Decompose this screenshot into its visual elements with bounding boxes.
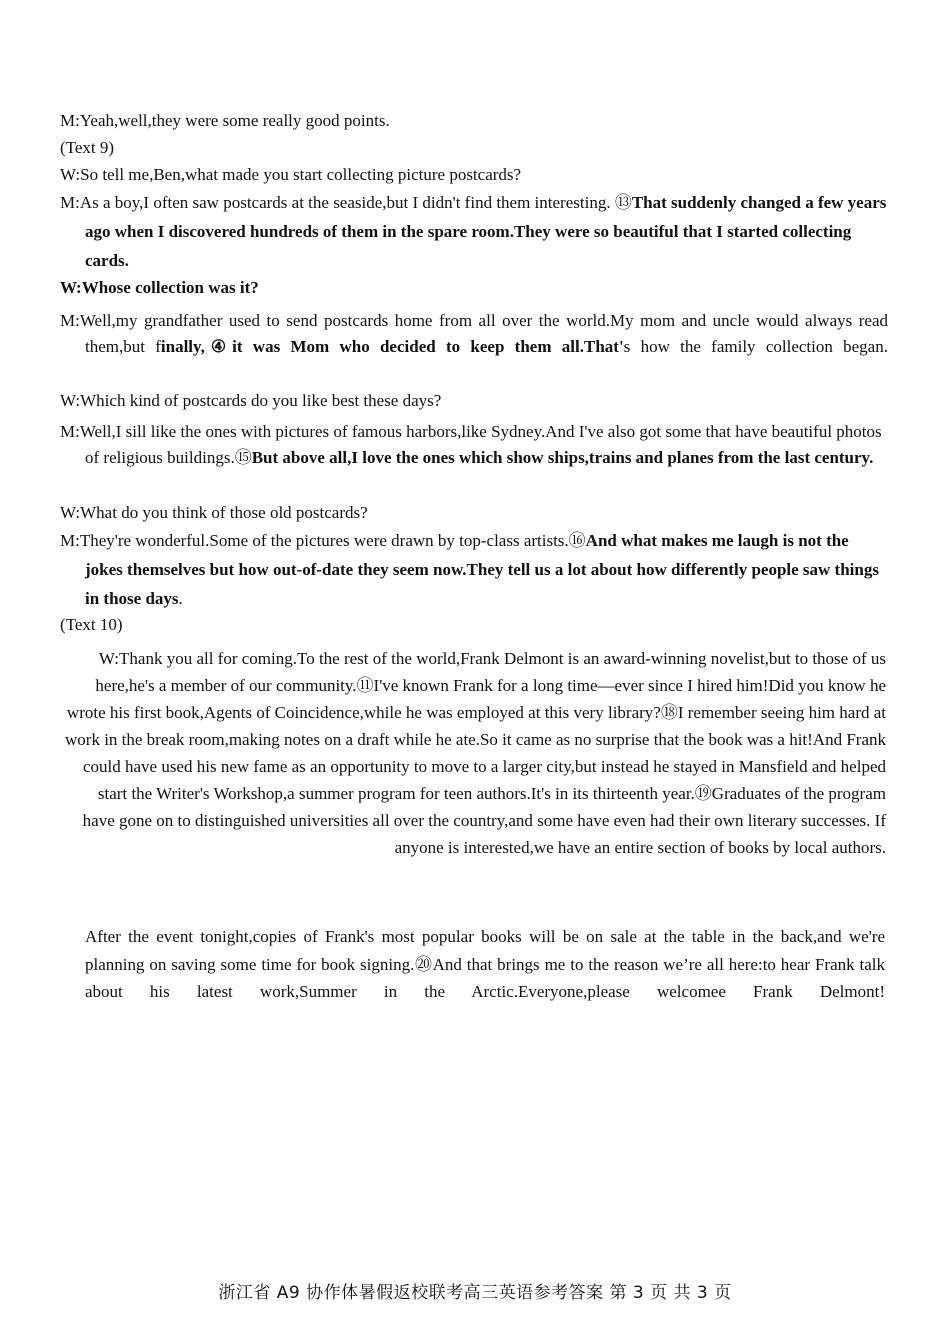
page-footer: 浙江省 A9 协作体暑假返校联考高三英语参考答案 第 3 页 共 3 页: [218, 1283, 732, 1303]
dialogue-paragraph: [60, 526, 888, 613]
speech-paragraph: After the event tonight,copies of Frank's most popular books will be on sale at the table in the back,and we're planning on saving some time for book signing.⑳And that brings me to the reason we’re all here:to hear Frank talk about his latest work,Summer in the Arctic.Everyone,please welcomee Frank Delmont!: [85, 927, 885, 1001]
dialogue-paragraph: [60, 308, 888, 360]
text-label: (Text 9): [60, 138, 115, 157]
dialogue-paragraph: [60, 188, 888, 275]
speech-paragraph: W:Thank you all for coming.To the rest of the world,Frank Delmont is an award-winning novelist,but to those of us here,he's a member of our community.⑪I've known Frank for a long time—ever since I hired him!Did you know he wrote his first book,Agents of Coincidence,while he was employed at this very library?⑱I remember seeing him hard at work in the break room,making notes on a draft while he ate.So it came as no surprise that the book was a hit!And Frank could have used his new fame as an opportunity to move to a larger city,but instead he stayed in Mansfield and helped start the Writer's Workshop,a summer program for teen authors.It's in its thirteenth year.⑲Graduates of the program have gone on to distinguished universities all over the country,and some have even had their own literary successes. If anyone is interested,we have an entire section of books by local authors.: [65, 649, 886, 857]
item-number: ⑮: [234, 448, 252, 467]
answer-highlight: And what makes me laugh is not the jokes themselves but how out-of-date they seem now.They tell us a lot about how differently people saw things in those days: [85, 531, 879, 608]
dialogue-text: M:They're wonderful.Some of the pictures were drawn by top-class artists.: [60, 531, 569, 550]
item-number: ⑬: [614, 193, 632, 212]
answer-highlight: inally,④it was Mom who decided to keep them all.That': [160, 337, 624, 356]
dialogue-text: M:Well,I sill like the ones with pictures of famous harbors,like Sydney.And I've also got some that have beautiful photos of religious buildings.: [60, 422, 882, 467]
answer-highlight: But above all,I love the ones which show ships,trains and planes from the last century.: [251, 448, 874, 467]
dialogue-text: s how the family collection began.: [623, 337, 888, 356]
dialogue-line: W:So tell me,Ben,what made you start collecting picture postcards?: [60, 165, 522, 184]
answer-highlight: That suddenly changed a few years ago when I discovered hundreds of them in the spare room.They were so beautiful that I started collecting cards.: [85, 193, 887, 270]
dialogue-line: M:Yeah,well,they were some really good points.: [60, 111, 390, 130]
dialogue-text: M:Well,my grandfather used to send postcards home from all over the world.My mom and uncle would always read them,but f: [60, 311, 888, 356]
dialogue-text: .: [178, 589, 183, 608]
dialogue-line: W:Which kind of postcards do you like best these days?: [60, 391, 442, 410]
item-number: ⑯: [568, 531, 586, 550]
dialogue-text: M:As a boy,I often saw postcards at the seaside,but I didn't find them interesting.: [60, 193, 611, 212]
dialogue-line: W:Whose collection was it?: [60, 278, 259, 297]
dialogue-paragraph: [60, 419, 888, 471]
dialogue-line: W:What do you think of those old postcards?: [60, 503, 368, 522]
text-label: (Text 10): [60, 615, 123, 634]
